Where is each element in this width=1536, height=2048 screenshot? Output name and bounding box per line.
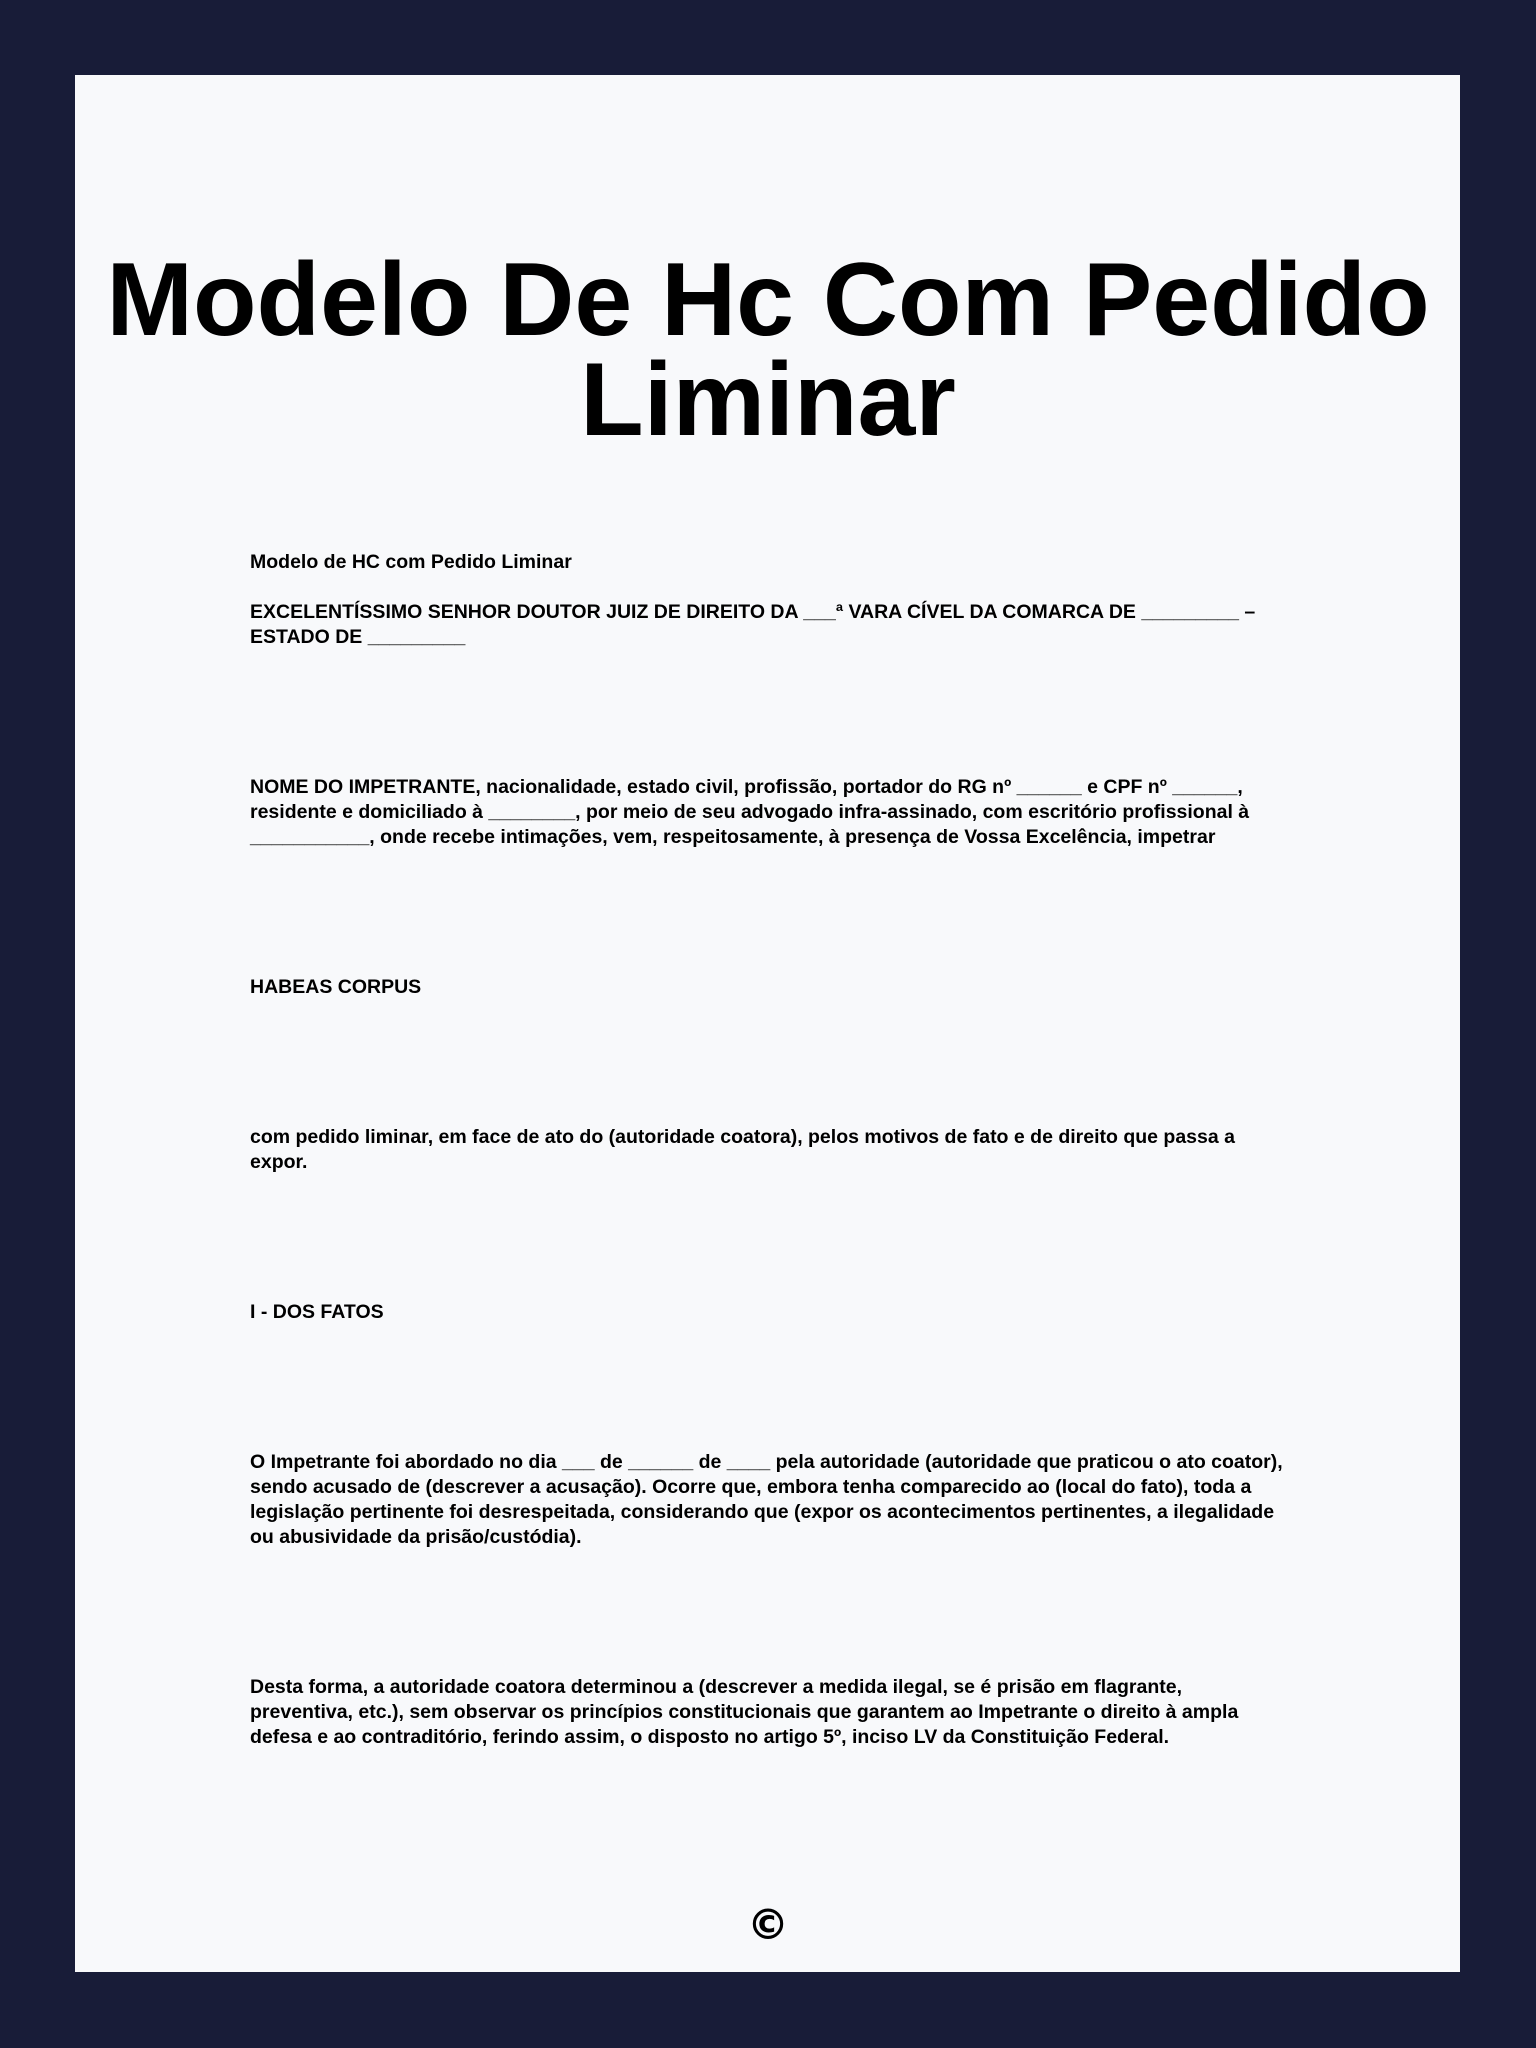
authority-paragraph: Desta forma, a autoridade coatora determinou a (descrever a medida ilegal, se é prisão em flagrante, preventiva, etc.), sem observar os princípios constitucionais que garantem ao Impetrante o direito à ampla defesa e ao contraditório, ferindo assim, o disposto no artigo 5º, inciso LV da Constituição Federal. (250, 1676, 1239, 1748)
facts-heading: I - DOS FATOS (250, 1301, 384, 1323)
habeas-corpus-heading: HABEAS CORPUS (250, 976, 422, 998)
injunction-paragraph: com pedido liminar, em face de ato do (autoridade coatora), pelos motivos de fato e de direito que passa a expor. (250, 1126, 1235, 1173)
facts-paragraph: O Impetrante foi abordado no dia ___ de ______ de ____ pela autoridade (autoridade que praticou o ato coator), sendo acusado de (descrever a acusação). Ocorre que, embora tenha comparecido ao (local do fato), toda a legislação pertinente foi desrespeitada, considerando que (expor os acontecimentos pertinentes, a ilegalidade ou abusividade da prisão/custódia). (250, 1451, 1283, 1548)
copyright-icon: © (747, 1900, 789, 1949)
document-title: Modelo De Hc Com Pedido Liminar (106, 242, 1430, 458)
addressee-paragraph: EXCELENTÍSSIMO SENHOR DOUTOR JUIZ DE DIREITO DA ___ª VARA CÍVEL DA COMARCA DE _________ – ESTADO DE _________ (250, 601, 1256, 648)
petitioner-paragraph: NOME DO IMPETRANTE, nacionalidade, estado civil, profissão, portador do RG nº ______ e CPF nº ______, residente e domiciliado à ________, por meio de seu advogado infra-assinado, com escritório profissional à ___________, onde recebe intimações, vem, respeitosamente, à presença de Vossa Excelência, impetrar (250, 776, 1250, 848)
document-subtitle: Modelo de HC com Pedido Liminar (250, 551, 572, 573)
